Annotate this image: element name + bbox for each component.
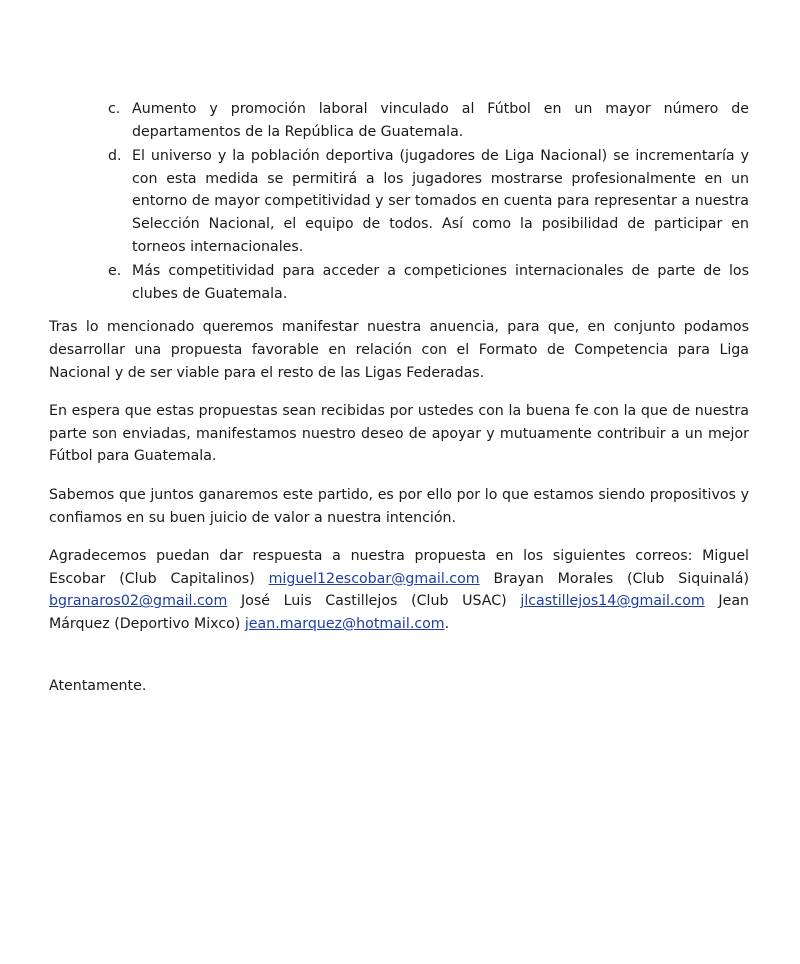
paragraph-contacts — [49, 545, 749, 635]
contacts-text: Brayan Morales (Club Siquinalá) — [479, 570, 749, 587]
email-link-brayan-morales[interactable]: bgranaros02@gmail.com — [49, 593, 228, 610]
numbered-list — [49, 98, 749, 305]
list-item-text: El universo y la población deportiva (jugadores de Liga Nacional) se incrementaría y con esta medida se permitirá a los jugadores mostrarse profesionalmente en un entorno de mayor competitividad y ser tomados en cuenta para representar a nuestra Selección Nacional, el equipo de todos. Así como la posibilidad de participar en torneos internacionales. — [132, 148, 749, 255]
list-letter: c. — [108, 101, 121, 117]
contacts-text: José Luis Castillejos (Club USAC) — [227, 593, 521, 610]
email-link-jose-luis-castillejos[interactable]: jlcastillejos14@gmail.com — [520, 593, 705, 610]
email-link-jean-marquez[interactable]: jean.marquez@hotmail.com — [244, 615, 445, 632]
list-item — [49, 98, 749, 143]
list-item-text: Más competitividad para acceder a competiciones internacionales de parte de los clubes de Guatemala. — [132, 263, 749, 302]
list-item — [49, 145, 749, 258]
list-letter: d. — [108, 148, 122, 165]
list-letter: e. — [108, 263, 122, 280]
contacts-end: . — [444, 615, 450, 632]
list-item-text: Aumento y promoción laboral vinculado al Fútbol en un mayor número de departamentos de la República de Guatemala. — [132, 101, 749, 140]
contacts-intro: Agradecemos puedan dar respuesta a nuestra propuesta en los siguientes correos: Miguel Escobar (Club Capitalinos) — [49, 548, 749, 587]
email-link-miguel-escobar[interactable]: miguel12escobar@gmail.com — [268, 570, 480, 587]
letter-page — [49, 98, 749, 698]
paragraph-buena-fe: En espera que estas propuestas sean recibidas por ustedes con la buena fe con la que de nuestra parte son enviadas, manifestamos nuestro deseo de apoyar y mutuamente contribuir a un mejor Fútbol para Guatemala. — [49, 403, 749, 465]
list-item — [49, 260, 749, 305]
paragraph-partido: Sabemos que juntos ganaremos este partido, es por ello por lo que estamos siendo propositivos y confiamos en su buen juicio de valor a nuestra intención. — [49, 486, 749, 526]
paragraph-anuencia: Tras lo mencionado queremos manifestar nuestra anuencia, para que, en conjunto podamos desarrollar una propuesta favorable en relación con el Formato de Competencia para Liga Nacional y de ser viable para el resto de las Ligas Federadas. — [49, 319, 749, 381]
closing-salutation: Atentamente. — [49, 678, 147, 695]
contacts-text: Jean Márquez (Deportivo Mixco) — [49, 593, 750, 632]
